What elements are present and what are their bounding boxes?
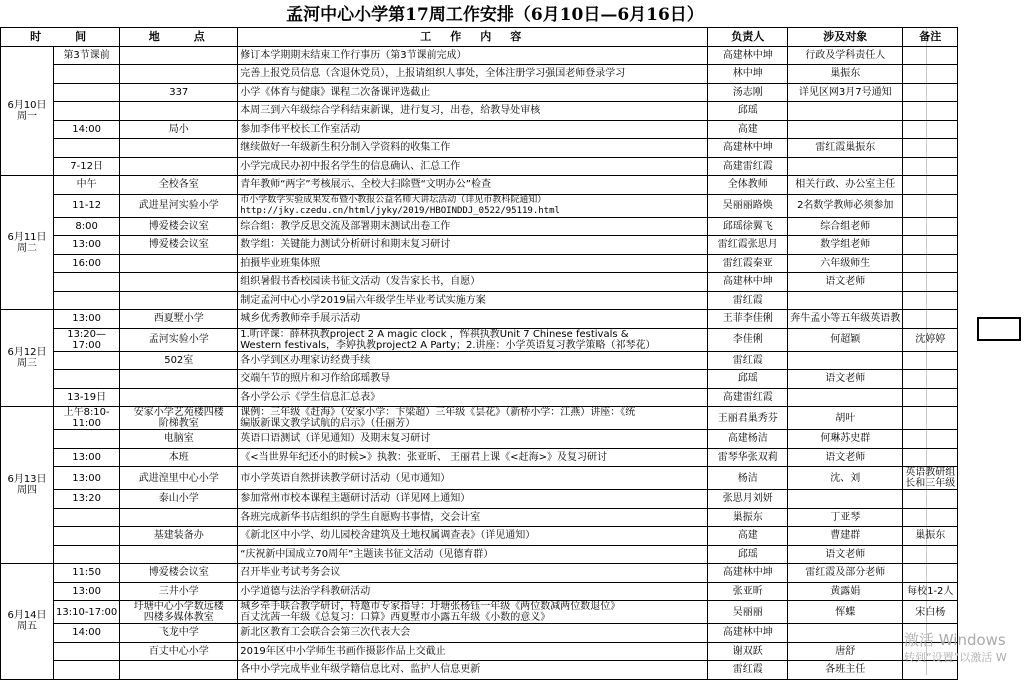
cell-involved[interactable]: 胡叶 [788,407,903,430]
cell-note[interactable] [903,310,958,329]
table-row [1,642,958,661]
cell-content[interactable]: 小学《体育与健康》课程二次备课评选截止 [238,83,708,102]
cell-content[interactable]: 各中小学完成毕业年级学籍信息比对、监护人信息更新 [238,661,708,680]
cell-content[interactable]: 综合组：教学反思交流及部署期末测试出卷工作 [238,217,708,236]
cell-time[interactable] [54,642,120,661]
cell-place[interactable] [120,46,238,65]
cell-owner[interactable]: 全体教师 [708,176,788,195]
table-row [1,467,958,490]
cell-owner[interactable]: 张思月刘妍 [708,490,788,509]
cell-involved[interactable]: 2名数学教师必须参加 [788,194,903,217]
cell-content[interactable]: 城乡优秀教师牵手展示活动 [238,310,708,329]
cell-place[interactable]: 电脑室 [120,430,238,449]
cell-owner[interactable]: 雷红霞 [708,291,788,310]
cell-note[interactable] [903,157,958,176]
table-row [1,564,958,583]
cell-involved[interactable] [788,490,903,509]
table-row [1,236,958,255]
cell-note[interactable]: 巢振东 [903,527,958,546]
cell-content[interactable]: 2019年区中小学师生书画作摄影作品上交截止 [238,642,708,661]
cell-place[interactable]: 圩塘中心小学数远楼 四楼多媒体教室 [120,601,238,624]
table-row [1,273,958,292]
cell-involved[interactable]: 唐舒 [788,642,903,661]
cell-involved[interactable]: 沈、刘 [788,467,903,490]
table-row [1,388,958,407]
cell-content[interactable]: 新北区教育工会联合会第三次代表大会 [238,624,708,643]
cell-time[interactable]: 中午 [54,176,120,195]
cell-time[interactable] [54,370,120,389]
cell-time[interactable]: 13:00 [54,310,120,329]
cell-note[interactable] [903,83,958,102]
cell-place[interactable] [120,139,238,158]
cell-place[interactable]: 武进湟里中心小学 [120,467,238,490]
cell-time[interactable]: 13:00 [54,448,120,467]
cell-content[interactable]: 拍摄毕业班集体照 [238,254,708,273]
cell-place[interactable]: 武进星河实验小学 [120,194,238,217]
cell-note[interactable] [903,407,958,430]
table-row [1,217,958,236]
cell-place[interactable]: 飞龙中学 [120,624,238,643]
cell-time[interactable] [54,102,120,121]
table-row [1,490,958,509]
cell-owner[interactable]: 雷红霞秦亚 [708,254,788,273]
table-row [1,370,958,389]
cell-place[interactable]: 基建装备办 [120,527,238,546]
cell-owner[interactable]: 李佳俐 [708,328,788,351]
cell-note[interactable] [903,65,958,84]
cell-content[interactable]: “庆祝新中国成立70周年”主题读书征文活动（见德育群） [238,545,708,564]
cell-place[interactable]: 博爱楼会议室 [120,564,238,583]
cell-content[interactable]: 各小学到区办理家访经费手续 [238,351,708,370]
cell-owner[interactable]: 高建 [708,527,788,546]
header-content: 工 作 内 容 [238,28,708,47]
cell-note[interactable] [903,351,958,370]
cell-owner[interactable]: 高建 [708,120,788,139]
cell-owner[interactable]: 邱瑶 [708,370,788,389]
cell-place[interactable] [120,508,238,527]
cell-content[interactable]: 城乡牵手联合教学研讨，特邀市专家指导：圩塘张杨钰一年级《两位数减两位数退位》 百丈沈茜一年级《总复习：口算》西夏墅市小露五年级《小数的意义》 [238,601,708,624]
cell-time[interactable] [54,430,120,449]
cell-note[interactable] [903,448,958,467]
cell-note[interactable] [903,120,958,139]
day-label[interactable]: 6月13日 周四 [1,407,54,564]
cell-content[interactable]: 各小学公示《学生信息汇总表》 [238,388,708,407]
table-row [1,176,958,195]
cell-note[interactable] [903,273,958,292]
cell-owner[interactable]: 汤志刚 [708,83,788,102]
cell-note[interactable] [903,194,958,217]
cell-involved[interactable]: 恽蝶 [788,601,903,624]
cell-note[interactable]: 沈婷婷 [903,328,958,351]
cell-owner[interactable]: 张亚昕 [708,582,788,601]
cell-involved[interactable]: 行政及学科责任人 [788,46,903,65]
cell-content[interactable]: 青年教师“两字”考核展示、全校大扫除暨“文明办公”检查 [238,176,708,195]
cell-time[interactable]: 13-19日 [54,388,120,407]
table-row [1,448,958,467]
cell-involved[interactable]: 何超颖 [788,328,903,351]
cell-time[interactable]: 11:50 [54,564,120,583]
cell-note[interactable]: 英语教研组 长和三年级 [903,467,958,490]
page-title: 孟河中心小学第17周工作安排（6月10日—6月16日） [286,5,704,25]
table-row [1,65,958,84]
cell-owner[interactable]: 林中坤 [708,65,788,84]
cell-involved[interactable]: 相关行政、办公室主任 [788,176,903,195]
cell-owner[interactable]: 高建林中坤 [708,139,788,158]
cell-content[interactable]: 本周三到六年级综合学科结束新课，进行复习，出卷，给教导处审核 [238,102,708,121]
cell-owner[interactable]: 吴丽丽 [708,601,788,624]
cell-note[interactable] [903,564,958,583]
cell-involved[interactable] [788,388,903,407]
cell-place[interactable] [120,254,238,273]
cell-owner[interactable]: 雷琴华张双莉 [708,448,788,467]
cell-owner[interactable]: 邱瑶 [708,102,788,121]
cell-involved[interactable]: 丁亚琴 [788,508,903,527]
cell-content[interactable]: 课例：三年级《赶海》（安家小学：卞梁超）三年级《昙花》（新桥小学：江燕）讲座：《统 编版新课文教学试航的启示》（任丽芳） [238,407,708,430]
cell-place[interactable]: 泰山小学 [120,490,238,509]
cell-owner[interactable]: 杨洁 [708,467,788,490]
cell-involved[interactable] [788,351,903,370]
cell-note[interactable] [903,388,958,407]
cell-content[interactable]: 各班完成新华书店组织的学生自愿购书事情，交会计室 [238,508,708,527]
cell-owner[interactable]: 高建雷红霞 [708,157,788,176]
cell-owner[interactable]: 雷红霞 [708,351,788,370]
cell-involved[interactable]: 雷红霞巢振东 [788,139,903,158]
table-row [1,351,958,370]
cell-content[interactable]: 召开毕业考试考务会议 [238,564,708,583]
cell-place[interactable] [120,388,238,407]
cell-place[interactable]: 博爱楼会议室 [120,217,238,236]
table-row [1,601,958,624]
table-row [1,310,958,329]
cell-note[interactable] [903,545,958,564]
cell-note[interactable] [903,217,958,236]
cell-content[interactable]: 小学完成民办初中报名学生的信息确认、汇总工作 [238,157,708,176]
table-row [1,194,958,217]
table-row [1,254,958,273]
cell-involved[interactable] [788,157,903,176]
cell-time[interactable]: 7-12日 [54,157,120,176]
cell-note[interactable] [903,102,958,121]
cell-time[interactable]: 13:20— 17:00 [54,328,120,351]
cell-content[interactable]: 修订本学期期末结束工作行事历（第3节课前完成） [238,46,708,65]
cell-place[interactable] [120,65,238,84]
cell-time[interactable]: 13:00 [54,467,120,490]
cell-note[interactable] [903,176,958,195]
cell-time[interactable]: 14:00 [54,624,120,643]
cell-owner[interactable]: 高建林中坤 [708,624,788,643]
cell-content[interactable]: 市小学数学实验成果发布暨小教报公益名师大讲坛活动（详见市教科院通知） http://jky.czedu.cn/html/jyky/2019/HBOINDDJ_0522/95119.html [238,194,708,217]
cell-involved[interactable]: 奔牛孟小等五年级英语教 [788,310,903,329]
cell-time[interactable] [54,83,120,102]
cell-owner[interactable]: 邱瑶 [708,545,788,564]
cell-time[interactable]: 13:20 [54,490,120,509]
cell-involved[interactable]: 语文老师 [788,448,903,467]
day-label[interactable]: 6月14日 周五 [1,564,54,680]
cell-time[interactable]: 第3节课前 [54,46,120,65]
cell-note[interactable] [903,291,958,310]
cell-involved[interactable]: 语文老师 [788,545,903,564]
header-involved: 涉及对象 [788,28,903,47]
cell-involved[interactable]: 巢振东 [788,65,903,84]
table-row [1,291,958,310]
cell-time[interactable] [54,139,120,158]
cell-time[interactable] [54,273,120,292]
cell-time[interactable] [54,65,120,84]
cell-time[interactable]: 上午8:10- 11:00 [54,407,120,430]
cell-content[interactable]: 完善上报党员信息（含退休党员），上报请组织人事处，全体注册学习强国老师登录学习 [238,65,708,84]
table-row [1,46,958,65]
cell-involved[interactable]: 六年级师生 [788,254,903,273]
cell-place[interactable]: 局小 [120,120,238,139]
cell-content[interactable]: 交端午节的照片和习作给邱瑶教导 [238,370,708,389]
cell-place[interactable]: 三井小学 [120,582,238,601]
cell-involved[interactable]: 详见区网3月7号通知 [788,83,903,102]
cell-content[interactable]: 参加常州市校本课程主题研讨活动（详见网上通知） [238,490,708,509]
cell-place[interactable]: 本班 [120,448,238,467]
cell-involved[interactable]: 雷红霞及部分老师 [788,564,903,583]
table-row [1,582,958,601]
cell-involved[interactable] [788,291,903,310]
cell-place[interactable]: 全校各室 [120,176,238,195]
cell-owner[interactable]: 雷红霞 [708,661,788,680]
day-label[interactable]: 6月10日 周一 [1,46,54,176]
cell-note[interactable] [903,430,958,449]
schedule-table [0,27,958,680]
cell-note[interactable] [903,139,958,158]
cell-content[interactable]: 英语口语测试（详见通知）及期末复习研讨 [238,430,708,449]
cell-time[interactable]: 11-12 [54,194,120,217]
cell-time[interactable]: 16:00 [54,254,120,273]
cell-place[interactable] [120,661,238,680]
cell-time[interactable]: 13:00 [54,582,120,601]
cell-content[interactable]: 组织暑假书香校园读书征文活动（发告家长书，自愿） [238,273,708,292]
cell-note[interactable] [903,370,958,389]
table-row [1,120,958,139]
cell-place[interactable]: 337 [120,83,238,102]
cell-owner[interactable]: 吴丽丽路焕 [708,194,788,217]
cell-owner[interactable]: 高建林中坤 [708,273,788,292]
cell-content[interactable]: 市小学英语自然拼读教学研讨活动（见市通知） [238,467,708,490]
cell-involved[interactable] [788,102,903,121]
cell-owner[interactable]: 高建杨洁 [708,430,788,449]
table-row [1,139,958,158]
cell-time[interactable] [54,351,120,370]
cell-owner[interactable]: 王丽君巢秀芬 [708,407,788,430]
cell-owner[interactable]: 谢双跃 [708,642,788,661]
cell-note[interactable] [903,490,958,509]
cell-involved[interactable]: 语文老师 [788,273,903,292]
cell-content[interactable]: 小学道德与法治学科教研活动 [238,582,708,601]
cell-involved[interactable]: 何琳苏史群 [788,430,903,449]
cell-owner[interactable]: 高建雷红霞 [708,388,788,407]
table-row [1,157,958,176]
cell-involved[interactable] [788,624,903,643]
cell-time[interactable] [54,661,120,680]
cell-time[interactable]: 13:00 [54,236,120,255]
cell-place[interactable] [120,102,238,121]
cell-note[interactable] [903,508,958,527]
cell-note[interactable] [903,254,958,273]
cell-place[interactable]: 西夏墅小学 [120,310,238,329]
cell-owner[interactable]: 高建林中坤 [708,564,788,583]
header-note: 备注 [903,28,958,47]
header-owner: 负责人 [708,28,788,47]
cell-content[interactable]: 继续做好一年级新生积分制入学资料的收集工作 [238,139,708,158]
cell-place[interactable] [120,291,238,310]
table-row [1,102,958,121]
cell-time[interactable]: 13:10-17:00 [54,601,120,624]
cell-owner[interactable]: 巢振东 [708,508,788,527]
cell-content[interactable]: 参加李伟平校长工作室活动 [238,120,708,139]
cell-owner[interactable]: 高建林中坤 [708,46,788,65]
cell-content[interactable]: 数学组：关键能力测试分析研讨和期末复习研讨 [238,236,708,255]
cell-place[interactable]: 百丈中心小学 [120,642,238,661]
cell-note[interactable]: 每校1-2人 [903,582,958,601]
table-row [1,661,958,680]
cell-place[interactable] [120,157,238,176]
cell-owner[interactable]: 雷红霞张思月 [708,236,788,255]
cell-place[interactable]: 502室 [120,351,238,370]
cell-note[interactable]: 宋白杨 [903,601,958,624]
cell-place[interactable]: 孟河实验小学 [120,328,238,351]
selected-cell[interactable] [977,317,1021,341]
cell-content[interactable]: 1.听评课：薛林执教project 2 A magic clock ，恽祺执教Unit 7 Chinese festivals & Western festivals，李婷执教project2 A Party；2.讲座：小学英语复习教学策略（祁琴花） [238,328,708,351]
cell-content[interactable]: 《<当世界年纪还小的时候>》执教：张亚昕、 王丽君上课《<赶海>》及复习研讨 [238,448,708,467]
cell-owner[interactable]: 邱瑶徐翼飞 [708,217,788,236]
cell-place[interactable] [120,545,238,564]
table-row [1,527,958,546]
cell-time[interactable] [54,545,120,564]
cell-time[interactable] [54,527,120,546]
cell-involved[interactable]: 黄露娟 [788,582,903,601]
cell-involved[interactable]: 语文老师 [788,370,903,389]
cell-time[interactable]: 14:00 [54,120,120,139]
cell-place[interactable] [120,273,238,292]
table-row [1,508,958,527]
table-row [1,430,958,449]
table-row [1,624,958,643]
cell-involved[interactable]: 各班主任 [788,661,903,680]
cell-place[interactable]: 安家小学艺苑楼四楼 阶梯教室 [120,407,238,430]
cell-involved[interactable]: 综合组老师 [788,217,903,236]
cell-note[interactable] [903,46,958,65]
cell-involved[interactable]: 数学组老师 [788,236,903,255]
header-place: 地 点 [120,28,238,47]
windows-activation-watermark [904,632,1007,666]
table-row [1,328,958,351]
cell-time[interactable]: 8:00 [54,217,120,236]
header-time: 时 间 [1,28,120,47]
cell-owner[interactable]: 王菲李佳俐 [708,310,788,329]
cell-note[interactable] [903,236,958,255]
table-row [1,83,958,102]
cell-time[interactable] [54,291,120,310]
cell-place[interactable]: 博爱楼会议室 [120,236,238,255]
header-row [1,28,958,47]
table-row [1,545,958,564]
watermark-line2: 转到“设置”以激活 W [904,651,1007,664]
table-row [1,407,958,430]
cell-time[interactable] [54,508,120,527]
day-label[interactable]: 6月11日 周二 [1,176,54,310]
cell-content[interactable]: 制定孟河中心小学2019届六年级学生毕业考试实施方案 [238,291,708,310]
cell-place[interactable] [120,370,238,389]
watermark-line1: 激活 Windows [904,631,1006,649]
cell-involved[interactable] [788,120,903,139]
cell-content[interactable]: 《新北区中小学、幼儿园校舍建筑及土地权属调查表》（详见通知） [238,527,708,546]
cell-involved[interactable]: 曹建群 [788,527,903,546]
day-label[interactable]: 6月12日 周三 [1,310,54,407]
